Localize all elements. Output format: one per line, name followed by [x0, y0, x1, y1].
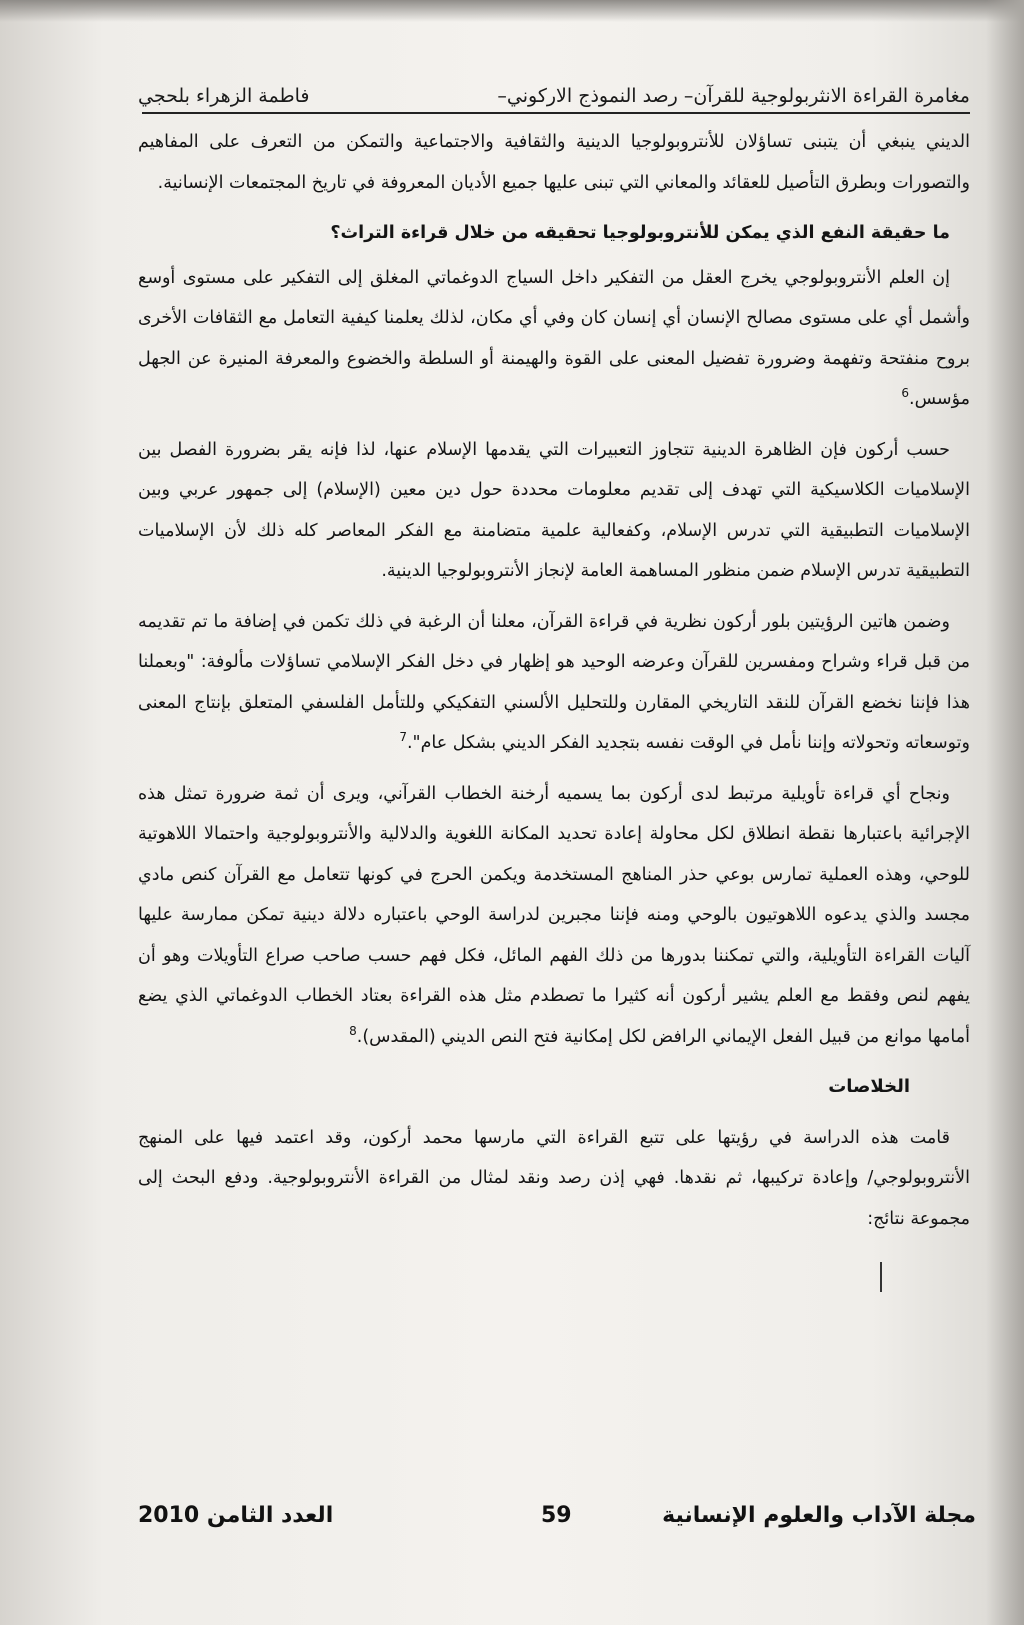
paragraph: [138, 258, 970, 420]
page-number: 59: [541, 1503, 572, 1528]
paragraph-text: ونجاح أي قراءة تأويلية مرتبط لدى أركون بما يسميه أرخنة الخطاب القرآني، ويرى أن ثمة ضرورة تمثل هذه الإجرائية باعتبارها نقطة انطلاق لكل محاولة إعادة تحديد المكانة اللغوية والدلالية والأنتروبولوجية واحتمالا اللاهوتية للوحي، وهذه العملية تمارس بوعي حذر المناهج المستخدمة ويكمن الحرج في كونها تتعامل مع القرآن كنص مادي مجسد والذي يدعوه اللاهوتيون بالوحي ومنه فإننا مجبرين لدراسة الوحي باعتباره دلالة دينية تمكن ممارسة عليها آليات القراءة التأويلية، والتي تمكننا بدورها من ذلك الفهم المائل، فكل فهم حسب صاحب صراع التأويلات وهو أن يفهم لنص وفقط مع العلم يشير أركون أنه كثيرا ما تصطدم مثل هذه القراءة بعتاد الخطاب الدوغماتي الذي يضع أمامها موانع من قبيل الفعل الإيماني الرافض لكل إمكانية فتح النص الديني (المقدس).: [138, 783, 970, 1047]
header-author: فاطمة الزهراء بلحجي: [138, 85, 310, 107]
paragraph: حسب أركون فإن الظاهرة الدينية تتجاوز التعبيرات التي يقدمها الإسلام عنها، لذا فإنه يقر بضرورة الفصل بين الإسلاميات الكلاسيكية التي تهدف إلى تقديم معلومات محددة حول دين معين (الإسلام) إلى جمهور عربي وبين الإسلاميات التطبيقية التي تدرس الإسلام، وكفعالية علمية متضامنة مع الفكر المعاصر كله ذلك لأن الإسلاميات التطبيقية تدرس الإسلام ضمن منظور المساهمة العامة لإنجاز الأنتروبولوجيا الدينية.: [138, 439, 970, 581]
paragraph-text: وضمن هاتين الرؤيتين بلور أركون نظرية في قراءة القرآن، معلنا أن الرغبة في ذلك تكمن في إضافة ما تم تقديمه من قبل قراء وشراح ومفسرين للقرآن وعرضه الوحيد هو إظهار في دخل الفكر الإسلامي تساؤلات مألوفة: "وبعملنا هذا فإننا نخضع القرآن للنقد التاريخي المقارن وللتحليل الألسني التفكيكي وللتأمل الفلسفي المتعلق بإنتاج المعنى وتوسعاته وتحولاته وإننا نأمل في الوقت نفسه بتجديد الفكر الديني بشكل عام".: [138, 611, 970, 753]
footnote-ref: 8: [349, 1023, 357, 1038]
journal-name: مجلة الآداب والعلوم الإنسانية: [662, 1503, 976, 1528]
paragraph-text: إن العلم الأنتروبولوجي يخرج العقل من التفكير داخل السياج الدوغماتي المغلق إلى التفكير على مستوى أوسع وأشمل أي على مستوى مصالح الإنسان أي إنسان كان وفي أي مكان، لذلك يعلمنا كيفية التعامل مع الثقافات الأخرى بروح منفتحة وتفهمة وضرورة تفضيل المعنى على القوة والهيمنة أو السلطة والخضوع والمعرفة المنيرة عن الجهل مؤسس.: [138, 267, 970, 409]
header-rule: [142, 112, 970, 114]
paragraph: [138, 774, 970, 1058]
issue-info: العدد الثامن 2010: [138, 1503, 334, 1528]
paragraph: [138, 602, 970, 764]
footnote-ref: 7: [399, 730, 407, 745]
article-body: [138, 122, 970, 1249]
header-title: مغامرة القراءة الانثربولوجية للقرآن– رصد النموذج الاركوني–: [497, 85, 970, 107]
page-edge-shadow-right: [986, 0, 1024, 1625]
running-header: [138, 78, 970, 114]
pen-mark: [880, 1262, 882, 1292]
paragraph: الديني ينبغي أن يتبنى تساؤلان للأنتروبولوجيا الدينية والثقافية والاجتماعية والتمكن من التعرف على المفاهيم والتصورات وبطرق التأصيل للعقائد والمعاني التي تبنى عليها جميع الأديان المعروفة في تاريخ المجتمعات الإنسانية.: [138, 132, 970, 193]
paragraph: قامت هذه الدراسة في رؤيتها على تتبع القراءة التي مارسها محمد أركون، وقد اعتمد فيها على المنهج الأنتروبولوجي/ وإعادة تركيبها، ثم نقدها. فهي إذن رصد ونقد لمثال من القراءة الأنتروبولوجية. ودفع البحث إلى مجموعة نتائج:: [138, 1127, 970, 1229]
page-edge-shadow: [0, 0, 1024, 22]
conclusions-heading: الخلاصات: [828, 1076, 910, 1097]
question-paragraph: ما حقيقة النفع الذي يمكن للأنتروبولوجيا تحقيقه من خلال قراءة التراث؟: [330, 223, 950, 243]
page-footer: [138, 1503, 976, 1543]
footnote-ref: 6: [901, 386, 910, 401]
